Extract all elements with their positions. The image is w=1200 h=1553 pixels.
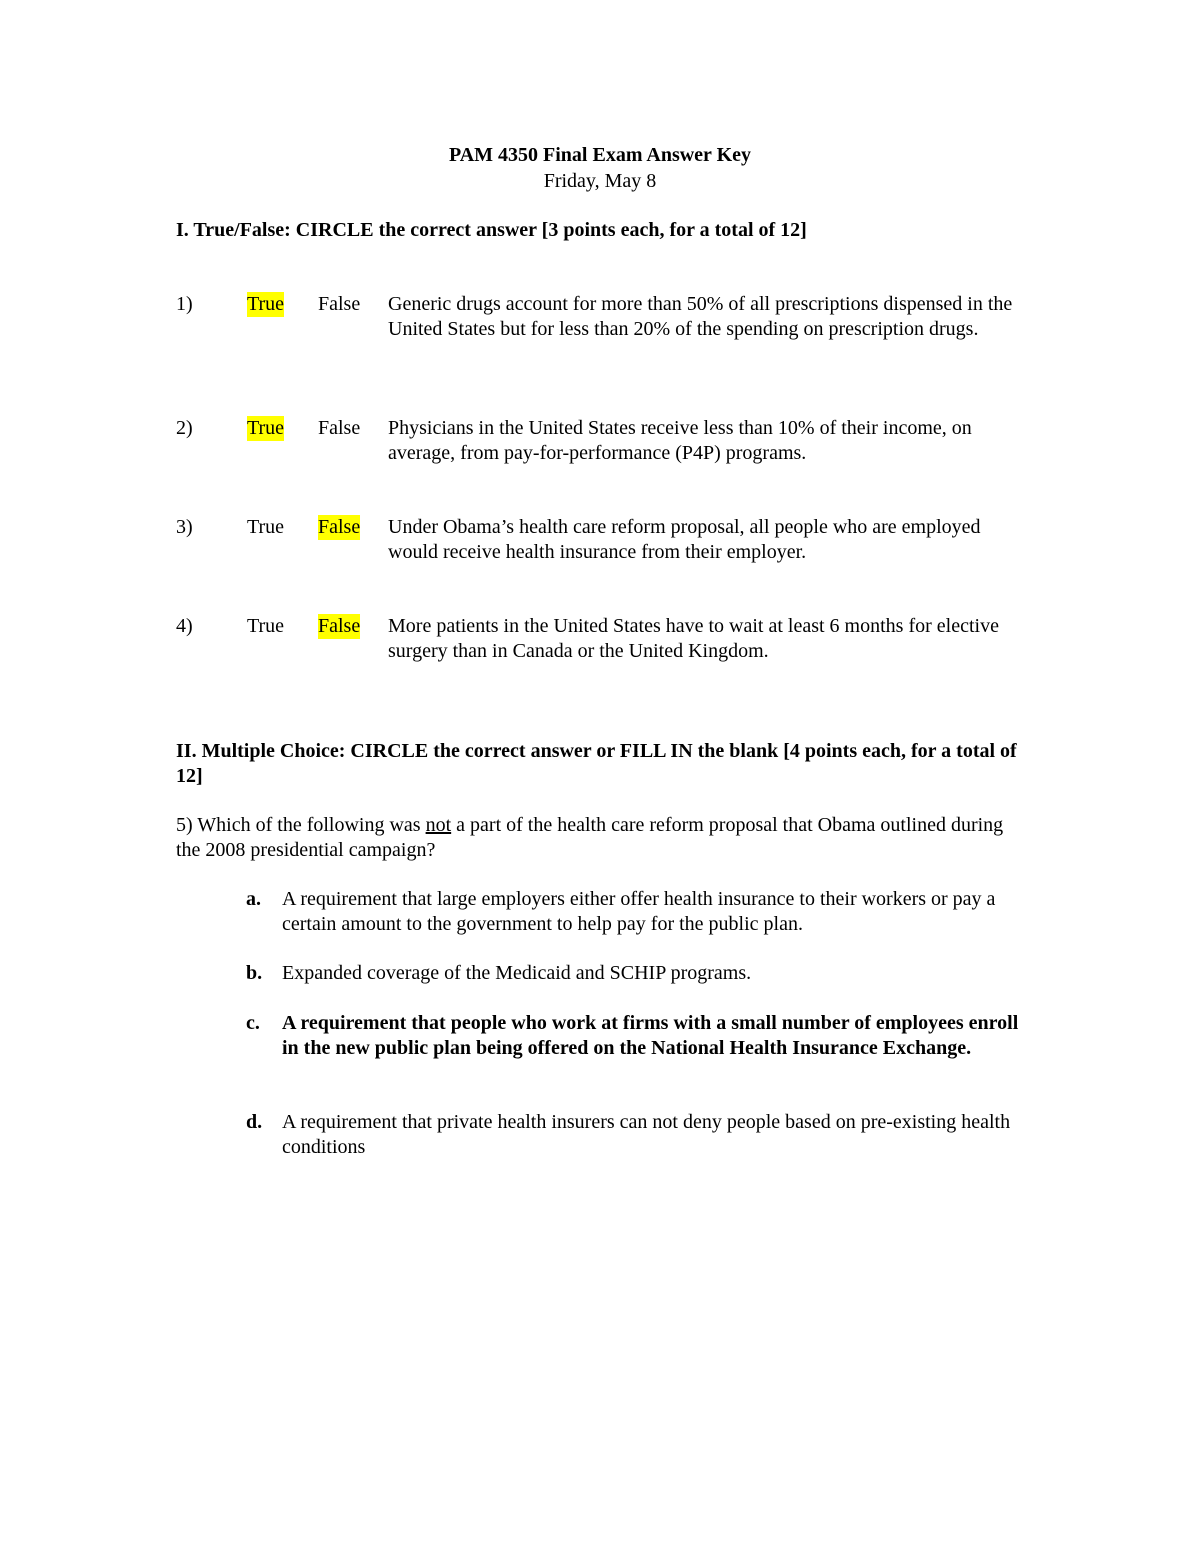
false-option[interactable]: False (318, 293, 361, 315)
true-option-selected[interactable]: True (247, 417, 285, 439)
question-statement: More patients in the United States have to wait at least 6 months for elective surgery than in Canada or the United Kingdom. (388, 615, 999, 662)
false-option-selected[interactable]: False (318, 615, 361, 637)
false-option[interactable]: False (318, 417, 361, 439)
question-5-suffix: a part of the health care reform proposal that Obama outlined during the 2008 presidential campaign? (176, 814, 1004, 861)
question-statement: Physicians in the United States receive less than 10% of their income, on average, from pay-for-performance (P4P) programs. (388, 417, 972, 464)
false-option-selected[interactable]: False (318, 516, 361, 538)
choice-letter: b. (246, 962, 263, 984)
exam-date: Friday, May 8 (543, 170, 657, 192)
question-number: 1) (176, 293, 193, 315)
question-5-prefix: 5) Which of the following was (176, 814, 426, 836)
choice-letter: a. (246, 888, 261, 910)
choice-letter: c. (246, 1012, 260, 1034)
true-option[interactable]: True (247, 516, 285, 538)
question-number: 3) (176, 516, 193, 538)
question-statement: Under Obama’s health care reform proposal, all people who are employed would receive health insurance from their employer. (388, 516, 981, 563)
question-number: 2) (176, 417, 193, 439)
choice-text: Expanded coverage of the Medicaid and SCHIP programs. (282, 962, 752, 984)
question-statement: Generic drugs account for more than 50% of all prescriptions dispensed in the United States but for less than 20% of the spending on prescription drugs. (388, 293, 1013, 340)
section-2-heading: II. Multiple Choice: CIRCLE the correct answer or FILL IN the blank [4 points each, for a total of 12] (176, 740, 1017, 787)
choice-text: A requirement that people who work at firms with a small number of employees enroll in the new public plan being offered on the National Health Insurance Exchange. (282, 1012, 1019, 1059)
document-title: PAM 4350 Final Exam Answer Key (448, 144, 752, 166)
section-1-heading: I. True/False: CIRCLE the correct answer [3 points each, for a total of 12] (176, 219, 807, 241)
question-5-emphasis: not (425, 814, 452, 836)
choice-text: A requirement that private health insurers can not deny people based on pre-existing health conditions (282, 1111, 1011, 1158)
question-5-prompt (176, 813, 1026, 863)
choice-text: A requirement that large employers either offer health insurance to their workers or pay a certain amount to the government to help pay for the public plan. (282, 888, 996, 935)
question-number: 4) (176, 615, 193, 637)
choice-letter: d. (246, 1111, 263, 1133)
true-option[interactable]: True (247, 615, 285, 637)
true-option-selected[interactable]: True (247, 293, 285, 315)
